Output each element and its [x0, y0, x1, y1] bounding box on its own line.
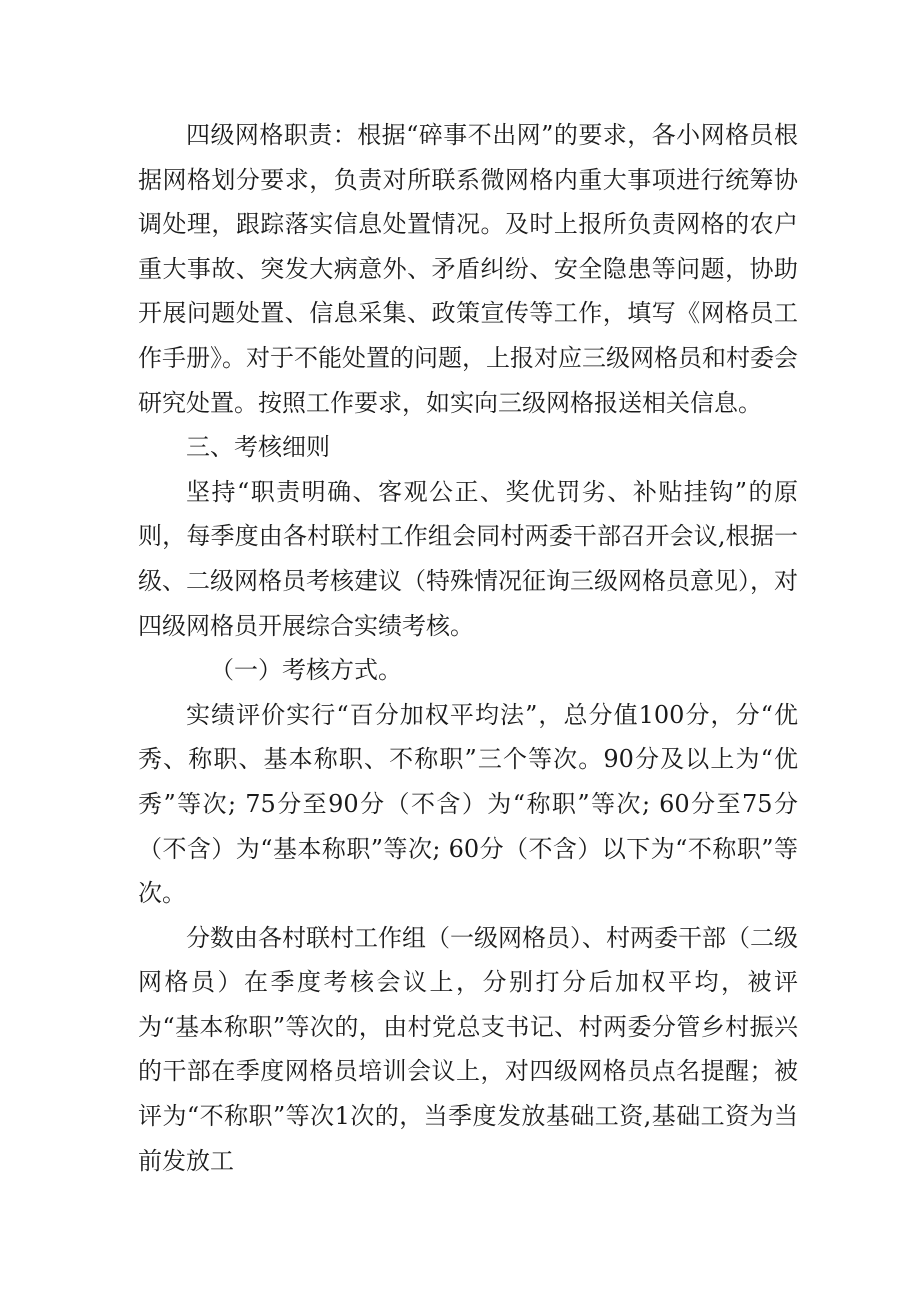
- paragraph-assessment-principle: 坚持“职责明确、客观公正、奖优罚劣、补贴挂钩”的原则，每季度由各村联村工作组会同村两委干部召开会议,根据一级、二级网格员考核建议（特殊情况征询三级网格员意见），对四级网格员开展综合实绩考核。: [138, 477, 798, 640]
- document-body: [138, 113, 798, 1183]
- paragraph-scoring-grades: 实绩评价实行“百分加权平均法”，总分值100分，分“优秀、称职、基本称职、不称职”三个等次。90分及以上为“优秀”等次; 75分至90分（不含）为“称职”等次; 60分至75分（不含）为“基本称职”等次; 60分（不含）以下为“不称职”等次。: [138, 700, 798, 908]
- section-heading-assessment-rules: 三、考核细则: [186, 433, 330, 462]
- subheading-assessment-method: （一）考核方式。: [210, 656, 402, 685]
- paragraph-level4-duties: 四级网格职责：根据“碎事不出网”的要求，各小网格员根据网格划分要求，负责对所联系微网格内重大事项进行统筹协调处理，跟踪落实信息处置情况。及时上报所负责网格的农户重大事故、突发大病意外、矛盾纠纷、安全隐患等问题，协助开展问题处置、信息采集、政策宣传等工作，填写《网格员工作手册》。对于不能处置的问题，上报对应三级网格员和村委会研究处置。按照工作要求，如实向三级网格报送相关信息。: [138, 121, 798, 417]
- paragraph-scoring-process: 分数由各村联村工作组（一级网格员）、村两委干部（二级网格员）在季度考核会议上，分别打分后加权平均，被评为“基本称职”等次的，由村党总支书记、村两委分管乡村振兴的干部在季度网格员培训会议上，对四级网格员点名提醒；被评为“不称职”等次1次的，当季度发放基础工资,基础工资为当前发放工: [138, 923, 798, 1175]
